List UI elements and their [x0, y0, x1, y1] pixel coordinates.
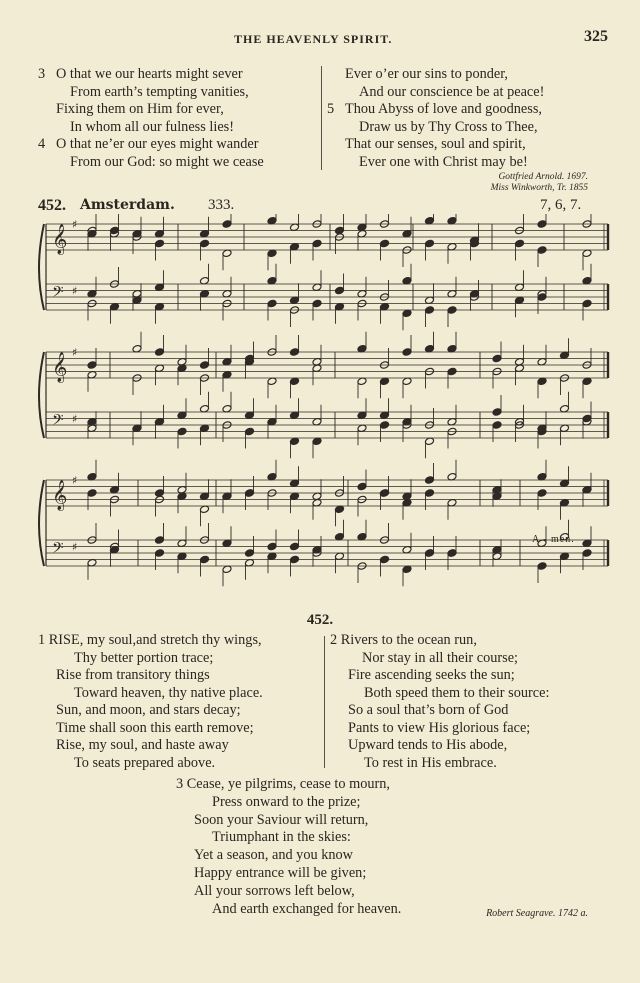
note-head [87, 361, 97, 370]
note-head [290, 555, 300, 564]
verse-line: That our senses, soul and spirit, [345, 136, 526, 152]
column-divider [321, 66, 322, 170]
note-head [447, 549, 457, 558]
verse-line: Sun, and moon, and stars decay; [56, 702, 241, 718]
hymn-number-centered: 452. [306, 612, 334, 628]
verse-line: From earth’s tempting vanities, [70, 83, 249, 100]
note-head [425, 549, 435, 558]
hymn-attribution: Robert Seagrave. 1742 a. [486, 908, 588, 919]
verse-1 [38, 632, 263, 772]
verse-line: So a soul that’s born of God [348, 702, 509, 718]
note-head [537, 220, 547, 229]
note-head [290, 348, 300, 357]
bass-clef-icon: 𝄢 [52, 539, 64, 561]
verse-line: Draw us by Thy Cross to Thee, [359, 118, 538, 135]
note-head [492, 408, 502, 417]
note-head [312, 299, 322, 308]
amen-lyric: A - men. [532, 534, 575, 545]
music-score [30, 214, 620, 614]
note-head [357, 482, 367, 491]
sharp-icon: ♯ [72, 284, 78, 298]
prev-hymn-left-column [38, 66, 264, 171]
verse-line: Triumphant in the skies: [212, 829, 351, 846]
note-head [335, 286, 345, 295]
note-head [87, 489, 97, 498]
note-head [177, 427, 187, 436]
note-head [492, 354, 502, 363]
verse-line: Time shall soon this earth remove; [56, 719, 254, 736]
verse-line: And earth exchanged for heaven. [212, 900, 402, 917]
prev-hymn-attribution [400, 172, 588, 194]
tune-number: 333. [208, 197, 235, 213]
bass-clef-icon: 𝄢 [52, 283, 64, 305]
note-head [425, 489, 435, 498]
verse-line: Rise from transitory things [56, 667, 210, 683]
treble-clef-icon: 𝄞 [52, 224, 68, 255]
treble-clef-icon: 𝄞 [52, 480, 68, 511]
verse-line: Pants to view His glorious face; [348, 719, 531, 736]
note-head [380, 555, 390, 564]
verse-line: Soon your Saviour will return, [194, 811, 369, 828]
verse-line: Nor stay in all their course; [362, 649, 519, 666]
note-head [267, 299, 277, 308]
verse-line: Both speed them to their source: [364, 684, 550, 701]
verse-line: In whom all our fulness lies! [70, 118, 234, 135]
verse-line: Rise, my soul, and haste away [56, 737, 229, 753]
note-head [537, 246, 547, 255]
note-head [515, 239, 525, 248]
attribution-translator: Miss Winkworth, Tr. 1855 [490, 183, 588, 193]
running-head [0, 28, 640, 50]
note-head [537, 293, 547, 302]
sharp-icon: ♯ [72, 473, 78, 487]
verse-line: Thy better portion trace; [74, 649, 214, 666]
verse-2 [330, 632, 549, 772]
verse-line: From our God: so might we cease [70, 153, 264, 170]
system-brace [39, 352, 44, 438]
note-head [290, 542, 300, 551]
verse-line: Upward tends to His abode, [348, 737, 508, 753]
note-head [155, 536, 165, 545]
note-head [200, 361, 210, 370]
verse-line: Ever o’er our sins to ponder, [345, 66, 509, 82]
note-head [155, 239, 165, 248]
note-head [425, 476, 435, 485]
note-head [155, 348, 165, 357]
note-head [200, 555, 210, 564]
note-head [582, 299, 592, 308]
verse-line: Toward heaven, thy native place. [74, 684, 263, 701]
verse-line: 5 Thou Abyss of love and goodness, [327, 101, 542, 117]
sharp-icon: ♯ [72, 540, 78, 554]
note-head [537, 562, 547, 571]
note-head [447, 367, 457, 376]
note-head [155, 549, 165, 558]
tune-name: Amsterdam. [80, 197, 175, 213]
note-head [402, 348, 412, 357]
note-head [380, 421, 390, 430]
verse-line: 4 O that ne’er our eyes might wander [38, 136, 259, 152]
note-head [492, 421, 502, 430]
note-head [582, 549, 592, 558]
verse-line: Fixing them on Him for ever, [56, 101, 224, 117]
verse-line: Yet a season, and you know [194, 847, 353, 864]
column-divider [324, 636, 325, 768]
verse-line: Fire ascending seeks the sun; [348, 667, 515, 683]
system-brace [39, 480, 44, 566]
note-head [537, 489, 547, 498]
note-head [380, 239, 390, 248]
hymn-meter: 7, 6, 7. [540, 197, 582, 213]
sharp-icon: ♯ [72, 412, 78, 426]
note-head [447, 306, 457, 315]
note-head [425, 306, 435, 315]
note-head [245, 427, 255, 436]
note-head [267, 542, 277, 551]
verse-line: 2 Rivers to the ocean run, [330, 632, 477, 648]
verse-line: And our conscience be at peace! [359, 83, 545, 100]
verse-line: All your sorrows left below, [194, 882, 355, 899]
verse-line: 3 O that we our hearts might sever [38, 66, 243, 82]
prev-hymn-right-column [327, 66, 544, 171]
verse-line: To seats prepared above. [74, 754, 216, 771]
system-brace [39, 224, 44, 310]
verse-line: 3 Cease, ye pilgrims, cease to mourn, [176, 776, 390, 792]
bass-clef-icon: 𝄢 [52, 411, 64, 433]
verse-3 [176, 776, 401, 918]
note-head [425, 239, 435, 248]
note-head [380, 489, 390, 498]
page-number: 325 [584, 28, 608, 45]
verse-line: Press onward to the prize; [212, 793, 361, 810]
sharp-icon: ♯ [72, 345, 78, 359]
verse-line: To rest in His embrace. [364, 754, 497, 771]
treble-clef-icon: 𝄞 [52, 352, 68, 383]
note-head [222, 220, 232, 229]
note-head [245, 549, 255, 558]
running-title: THE HEAVENLY SPIRIT. [234, 32, 393, 46]
note-head [200, 239, 210, 248]
sharp-icon: ♯ [72, 217, 78, 231]
verse-line: Happy entrance will be given; [194, 864, 367, 881]
verse-line: Ever one with Christ may be! [359, 153, 528, 170]
hymn-number: 452. [38, 197, 66, 214]
note-head [312, 239, 322, 248]
attribution-author: Gottfried Arnold. 1697. [498, 172, 588, 182]
verse-line: 1 RISE, my soul,and stretch thy wings, [38, 632, 262, 648]
